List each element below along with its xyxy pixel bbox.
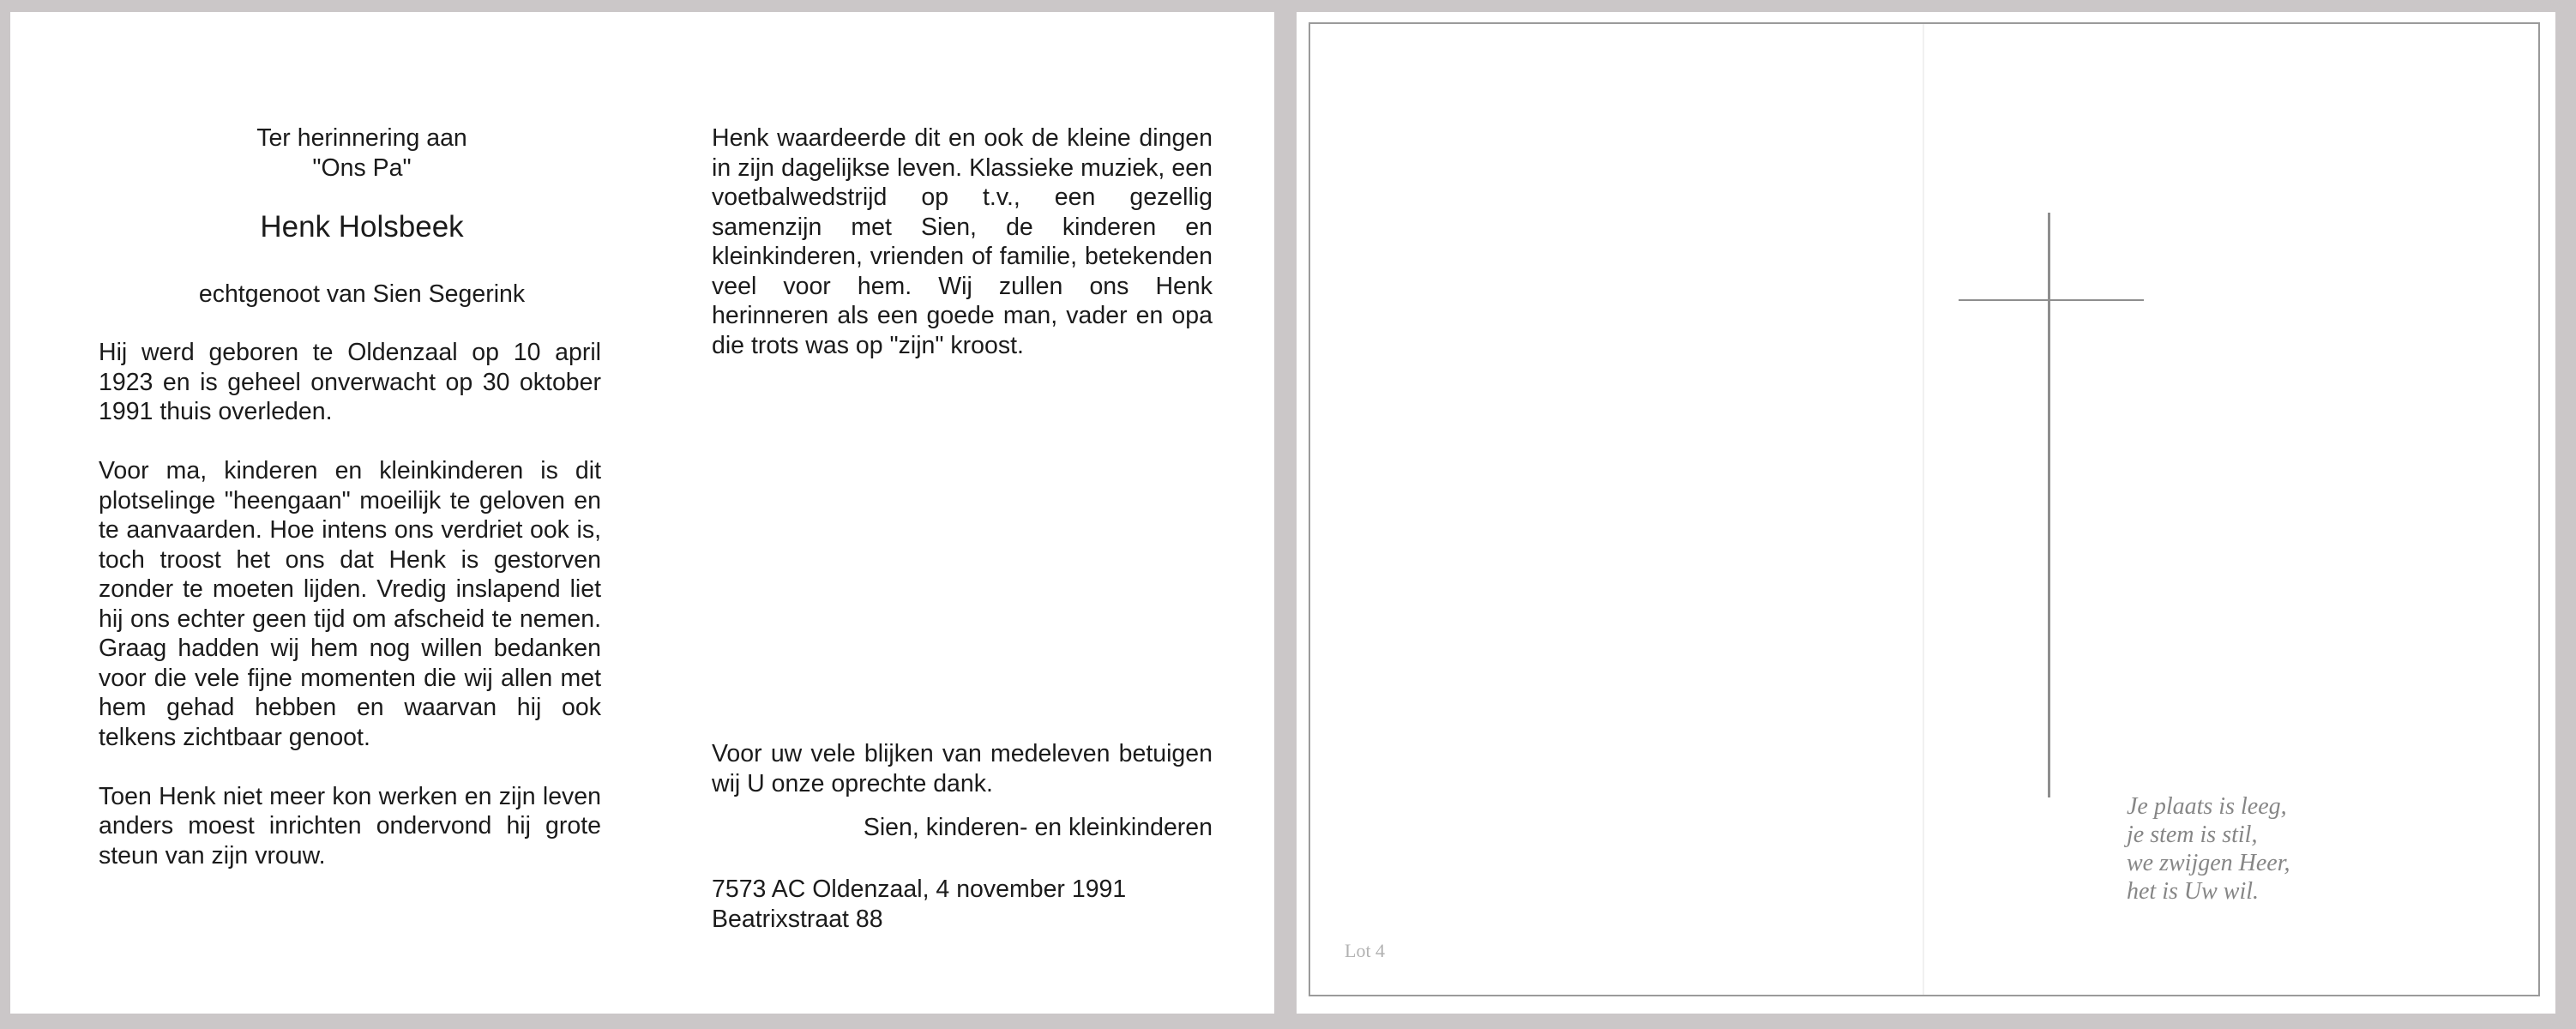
left-column-text: [99, 338, 601, 870]
verse-line-2: je stem is stil,: [2127, 821, 2258, 848]
heading-intro: [233, 123, 491, 183]
intro-line-1: Ter herinnering aan: [256, 124, 467, 152]
inner-card: [10, 12, 1274, 1014]
thanks-text: Voor uw vele blijken van medeleven betuigen wij U onze oprechte dank.: [712, 740, 1213, 797]
paragraph-appreciation: Henk waardeerde dit en ook de kleine dingen in zijn dagelijkse leven. Klassieke muziek, een voetbalwedstrijd op t.v., een gezellig samenzijn met Sien, de kinderen en kleinkinderen, vrienden of familie, betekenden veel voor hem. Wij zullen ons Henk herinneren als een goede man, vader en opa die trots was op "zijn" kroost.: [712, 124, 1213, 359]
verse-line-3: we zwijgen Heer,: [2127, 850, 2290, 876]
address: [712, 875, 1213, 934]
spouse-line: echtgenoot van Sien Segerink: [198, 280, 526, 308]
right-column-text: [712, 123, 1213, 360]
signature: Sien, kinderen- en kleinkinderen: [863, 814, 1213, 841]
verse-line-1: Je plaats is leeg,: [2127, 793, 2287, 820]
paragraph-support: Toen Henk niet meer kon werken en zijn leven anders moest inrichten ondervond hij grote steun van zijn vrouw.: [99, 782, 601, 870]
lot-label: Lot 4: [1345, 940, 1386, 961]
fold-line: [1923, 24, 1924, 995]
deceased-name: Henk Holsbeek: [260, 210, 464, 244]
address-line-1: 7573 AC Oldenzaal, 4 november 1991: [712, 876, 1127, 903]
cover-card: [1297, 12, 2555, 1014]
paragraph-birth: Hij werd geboren te Oldenzaal op 10 april 1923 en is geheel onverwacht op 30 oktober 1991 thuis overleden.: [99, 339, 601, 425]
cross-horizontal-bar: [1959, 299, 2144, 301]
paragraph-grief: Voor ma, kinderen en kleinkinderen is dit plotselinge "heengaan" moeilijk te geloven en te aanvaarden. Hoe intens ons verdriet ook is, toch troost het ons dat Henk is gestorven zonder te moeten lijden. Vredig inslapend liet hij ons echter geen tijd om afscheid te nemen. Graag hadden wij hem nog willen bedanken voor die vele fijne momenten die wij allen met hem gehad hebben en waarvan hij ook telkens zichtbaar genoot.: [99, 457, 601, 751]
address-line-2: Beatrixstraat 88: [712, 905, 883, 933]
verse-line-4: het is Uw wil.: [2127, 878, 2260, 905]
verse: [2127, 792, 2384, 906]
intro-line-2: "Ons Pa": [312, 153, 412, 182]
